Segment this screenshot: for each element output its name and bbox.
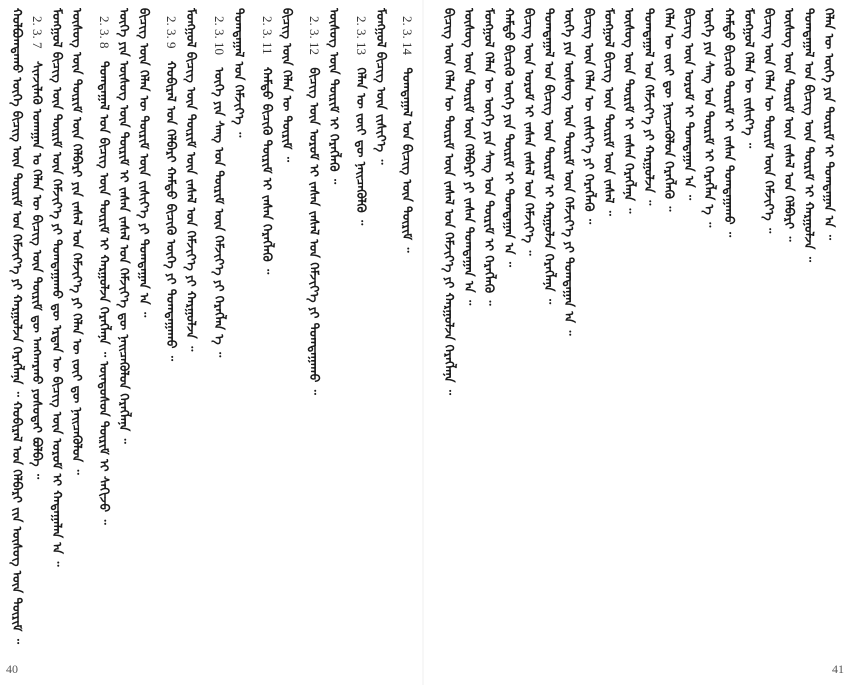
column-text: ᠲᠣᠭᠲᠠᠭᠠᠯ ᠤᠨ ᠪᠢᠴᠢᠭ ᠦᠨ ᠳᠦᠷᠢᠮ ᠢ ᠬᠠᠷᠭᠤᠯᠵᠠ ᠬᠡᠷᠡᠭᠯᠡᠨᠡ ᠃: [542, 8, 557, 305]
column-text: ᠲᠣᠭᠲᠠᠭᠠᠯ ᠤᠨ ᠪᠢᠴᠢᠭ ᠦᠨ ᠳᠦᠷᠢᠮ ᠢ ᠬᠠᠷᠭᠤᠯᠵᠠ ᠃: [802, 8, 817, 262]
right-page-text-column: [620, 8, 638, 653]
right-page-text-column: [820, 8, 838, 653]
column-text: ᠦᠰᠦᠭ ᠦᠨ ᠳᠦᠷᠢᠮ ᠦᠨ ᠵᠠᠰᠠᠯ ᠤᠨ ᠬᠡᠯᠪᠡᠷᠢ ᠃: [782, 8, 797, 242]
column-text: ᠦᠰᠦᠭ ᠦᠨ ᠳᠦᠷᠢᠮ ᠦᠨ ᠬᠡᠯᠪᠡᠷᠢ ᠶᠢ ᠵᠠᠰᠠᠨ ᠲᠣᠭᠲᠠᠭᠠᠨ ᠠ ᠃: [462, 8, 477, 306]
column-text: ᠪᠢᠴᠢᠭ ᠦᠨ ᠬᠡᠯᠡᠨ ᠦ ᠵᠢᠱᠢᠶ᠎ᠡ ᠶᠢ ᠬᠡᠷᠡᠭᠯᠡᠬᠦ ᠃: [582, 8, 597, 225]
column-text: ᠬᠠᠮᠲᠤ ᠪᠢᠴᠢᠬᠦ ᠦᠭᠡ ᠶᠢᠨ ᠳᠦᠷᠢᠮ ᠢ ᠲᠣᠭᠲᠠᠭᠠᠨ ᠠ ᠃: [502, 8, 517, 268]
section-number: 2. 3. 14: [400, 16, 415, 55]
column-text: ᠪᠢᠴᠢᠭ ᠦᠨ ᠬᠡᠯᠡᠨ ᠦ ᠳᠦᠷᠢᠮ ᠦᠨ ᠬᠡᠮᠵᠢᠶ᠎ᠡ ᠃: [762, 8, 777, 234]
column-text: ᠮᠣᠩᠭᠣᠯ ᠪᠢᠴᠢᠭ ᠦᠨ ᠳᠦᠷᠢᠮ ᠦᠨ ᠵᠠᠰᠠᠯ ᠤᠨ ᠬᠡᠮᠵᠢᠶ᠎ᠡ ᠶᠢ ᠬᠠᠷᠭᠤᠯᠵᠠ ᠃: [184, 8, 199, 352]
section-number: 2. 3. 7: [30, 16, 45, 49]
section-number: 2. 3. 10: [212, 16, 227, 55]
column-text: ᠪᠢᠴᠢᠭ ᠦᠨ ᠣᠷᠣᠮ ᠢ ᠵᠠᠰᠠᠨ ᠵᠠᠰᠠᠯ ᠤᠨ ᠬᠡᠮᠵᠢᠶ᠎ᠡ ᠶᠢ ᠲᠣᠭᠲᠠᠭᠠᠬᠤ ᠃: [307, 67, 322, 395]
left-page-text-column: [398, 8, 416, 653]
left-page-text-column: [372, 8, 390, 653]
page-gutter: [422, 0, 424, 685]
column-text: ᠮᠣᠩᠭᠣᠯ ᠪᠢᠴᠢᠭ ᠦᠨ ᠳᠦᠷᠢᠮ ᠦᠨ ᠵᠠᠰᠠᠯ ᠃: [602, 8, 617, 216]
column-text: ᠬᠡᠯᠡᠨ ᠦ ᠦᠭᠡ ᠶᠢᠨ ᠳᠦᠷᠢᠮ ᠢ ᠲᠣᠭᠲᠠᠭᠠᠨ ᠠ ᠃: [822, 8, 837, 240]
section-number: 2. 3. 12: [307, 16, 322, 55]
left-page-text-column: [210, 8, 228, 653]
column-text: ᠰᠢᠨᠵᠢᠯᠡᠬᠦ ᠤᠬᠠᠭᠠᠨ ᠤ ᠬᠡᠯᠡᠨ ᠦ ᠪᠢᠴᠢᠭ ᠦᠨ ᠳᠦᠷᠢᠮ ᠳᠦ ᠠᠩᠬᠠᠷᠬᠤ ᠶᠣᠰᠣᠲᠠᠢ ᠪᠣᠯᠪᠠ ᠃: [30, 61, 45, 480]
left-page-text-column: [230, 8, 248, 653]
section-number: 2. 3. 8: [97, 16, 112, 49]
column-text: ᠮᠣᠩᠭᠣᠯ ᠪᠢᠴᠢᠭ ᠦᠨ ᠵᠢᠱᠢᠶ᠎ᠡ ᠃: [374, 8, 389, 165]
column-text: ᠲᠣᠭᠲᠠᠭᠠᠯ ᠤᠨ ᠪᠢᠴᠢᠭ ᠦᠨ ᠳᠦᠷᠢᠮ ᠢ ᠬᠠᠷᠭᠤᠯᠵᠠ ᠬᠡᠷᠡᠭᠯᠡᠨᠡ ᠃ ᠦᠨᠳᠦᠰᠦᠨ ᠳᠦᠷᠢᠮ ᠢ ᠰᠠᠬᠢᠵᠤ ᠃: [97, 61, 112, 525]
left-page-text-column: [325, 8, 343, 653]
column-text: ᠦᠭᠡ ᠶᠢᠨ ᠦᠰᠦᠭ ᠦᠨ ᠳᠦᠷᠢᠮ ᠢ ᠵᠠᠰᠠᠨ ᠵᠠᠰᠠᠯ ᠤᠨ ᠬᠡᠮᠵᠢᠶ᠎ᠡ ᠳᠦ ᠨᠡᠢᠴᠡᠭᠦᠯᠦᠨ ᠬᠡᠷᠡᠭᠯᠡᠨᠡ ᠃: [117, 8, 132, 444]
column-text: ᠪᠢᠴᠢᠭ ᠦᠨ ᠬᠡᠯᠡᠨ ᠦ ᠳᠦᠷᠢᠮ ᠦᠨ ᠵᠢᠱᠢᠶ᠎ᠡ ᠶᠢ ᠲᠣᠭᠲᠠᠭᠠᠨ ᠠ ᠃: [137, 8, 152, 318]
left-page-text-column: [352, 8, 370, 653]
column-text: ᠪᠢᠴᠢᠭ ᠦᠨ ᠬᠡᠯᠡᠨ ᠦ ᠳᠦᠷᠢᠮ ᠦᠨ ᠵᠠᠰᠠᠯ ᠤᠨ ᠬᠡᠮᠵᠢᠶ᠎ᠡ ᠶᠢ ᠬᠠᠷᠭᠤᠯᠵᠠ ᠬᠡᠷᠡᠭᠯᠡᠨᠡ ᠃: [442, 8, 457, 396]
column-text: ᠪᠢᠴᠢᠭ ᠦᠨ ᠬᠡᠯᠡᠨ ᠦ ᠳᠦᠷᠢᠮ ᠃: [280, 8, 295, 163]
left-page-text-column: [305, 8, 323, 653]
column-text: ᠦᠰᠦᠭ ᠦᠨ ᠳᠦᠷᠢᠮ ᠢ ᠵᠠᠰᠠᠨ ᠬᠡᠷᠡᠭᠯᠡᠨᠡ ᠃: [622, 8, 637, 214]
column-text: ᠦᠭᠡ ᠶᠢᠨ ᠰᠠᠩ ᠤᠨ ᠳᠦᠷᠢᠮ ᠦᠨ ᠬᠡᠮᠵᠢᠶ᠎ᠡ ᠶᠢ ᠬᠡᠷᠡᠭᠯᠡᠨ ᠡ ᠃: [212, 67, 227, 358]
column-text: ᠬᠤᠪᠢᠷᠠᠯ ᠤᠨ ᠬᠡᠯᠪᠡᠷᠢ ᠬᠠᠮᠲᠤ ᠪᠢᠴᠢᠬᠦ ᠦᠭᠡ ᠶᠢ ᠲᠣᠭᠲᠠᠭᠠᠬᠤ ᠃: [164, 61, 179, 362]
left-page-text-column: [182, 8, 200, 653]
right-page-text-column: [680, 8, 698, 653]
right-page-text-column: [760, 8, 778, 653]
column-text: ᠲᠣᠭᠲᠠᠭᠠᠯ ᠤᠨ ᠪᠢᠴᠢᠭ ᠦᠨ ᠳᠦᠷᠢᠮ ᠃: [400, 67, 415, 253]
column-text: ᠪᠢᠴᠢᠭ ᠦᠨ ᠣᠷᠣᠮ ᠢ ᠲᠣᠭᠲᠠᠭᠠᠨ ᠠ ᠃: [682, 8, 697, 201]
column-text: ᠪᠢᠴᠢᠭ ᠦᠨ ᠣᠷᠣᠮ ᠢ ᠵᠠᠰᠠᠨ ᠵᠠᠰᠠᠯ ᠤᠨ ᠬᠡᠮᠵᠢᠶ᠎ᠡ ᠃: [522, 8, 537, 256]
left-page-text-column: [48, 8, 66, 653]
right-page-text-column: [480, 8, 498, 653]
column-text: ᠦᠭᠡ ᠶᠢᠨ ᠦᠰᠦᠭ ᠦᠨ ᠳᠦᠷᠢᠮ ᠦᠨ ᠬᠡᠮᠵᠢᠶ᠎ᠡ ᠶᠢ ᠲᠣᠭᠲᠠᠭᠠᠨ ᠠ ᠃: [562, 8, 577, 336]
right-page-text-column: [780, 8, 798, 653]
left-page-text-column: [68, 8, 86, 653]
column-text: ᠬᠡᠯᠡᠨ ᠦ ᠵᠦᠢ ᠳᠦ ᠨᠡᠢᠴᠡᠭᠦᠯᠬᠦ ᠃: [354, 67, 369, 226]
section-number: 2. 3. 9: [164, 16, 179, 49]
right-page-text-column: [700, 8, 718, 653]
column-text: ᠮᠣᠩᠭᠣᠯ ᠬᠡᠯᠡᠨ ᠦ ᠦᠭᠡ ᠶᠢᠨ ᠰᠠᠩ ᠤᠨ ᠳᠦᠷᠢᠮ ᠢ ᠬᠡᠷᠡᠭᠯᠡᠬᠦ ᠃: [482, 8, 497, 306]
column-text: ᠦᠰᠦᠭ ᠦᠨ ᠳᠦᠷᠢᠮ ᠦᠨ ᠬᠡᠯᠪᠡᠷᠢ ᠶᠢᠨ ᠵᠠᠰᠠᠯ ᠤᠨ ᠬᠡᠮᠵᠢᠶ᠎ᠡ ᠶᠢ ᠬᠡᠯᠡᠨ ᠦ ᠵᠦᠢ ᠳᠦ ᠨᠡᠢᠴᠡᠭᠦᠯᠦᠨ ᠃: [70, 8, 85, 475]
right-page-text-column: [540, 8, 558, 653]
column-text: ᠦᠰᠦᠭ ᠦᠨ ᠳᠦᠷᠢᠮ ᠢ ᠬᠡᠷᠡᠭᠯᠡᠬᠦ ᠃: [327, 8, 342, 185]
left-page-text-column: [95, 8, 113, 653]
column-text: ᠲᠣᠭᠲᠠᠭᠠᠯ ᠤᠨ ᠬᠡᠮᠵᠢᠶ᠎ᠡ ᠶᠢ ᠬᠠᠷᠭᠤᠯᠵᠠ ᠃: [642, 8, 657, 206]
right-page-text-column: [460, 8, 478, 653]
section-number: 2. 3. 11: [260, 16, 275, 55]
column-text: ᠬᠣᠯᠪᠣᠭᠳᠠᠬᠤ ᠦᠭᠡ ᠪᠢᠴᠢᠭ ᠦᠨ ᠳᠦᠷᠢᠮ ᠤᠨ ᠬᠡᠮᠵᠢᠶ᠎ᠡ ᠶᠢ ᠬᠠᠷᠭᠤᠯᠵᠠ ᠬᠡᠷᠡᠭᠯᠡᠨᠡ ᠃ ᠬᠤᠪᠢᠷᠠᠯ ᠤᠨ ᠬᠡᠯᠪᠡᠷᠢ ᠵᠢᠨ ᠦᠰᠦᠭ ᠦᠨ ᠳᠦᠷᠢᠮ ᠃: [10, 8, 25, 644]
right-page-text-column: [640, 8, 658, 653]
right-page-number: 41: [832, 662, 844, 676]
right-page-text-column: [520, 8, 538, 653]
section-number: 2. 3. 13: [354, 16, 369, 55]
column-text: ᠬᠡᠯᠡᠨ ᠦ ᠵᠦᠢ ᠳᠦ ᠨᠡᠢᠴᠡᠭᠦᠯᠦᠨ ᠬᠡᠷᠡᠭᠯᠡᠬᠦ ᠃: [662, 8, 677, 212]
right-page-text-column: [660, 8, 678, 653]
right-page-text-column: [600, 8, 618, 653]
column-text: ᠬᠠᠮᠲᠤ ᠪᠢᠴᠢᠬᠦ ᠳᠦᠷᠢᠮ ᠢ ᠵᠠᠰᠠᠨ ᠬᠡᠷᠡᠭᠯᠡᠬᠦ ᠃: [260, 67, 275, 275]
right-page-text-column: [560, 8, 578, 653]
right-page-text-column: [500, 8, 518, 653]
left-page-text-column: [278, 8, 296, 653]
left-page-text-column: [8, 8, 26, 653]
column-text: ᠲᠣᠭᠲᠠᠭᠠᠯ ᠤᠨ ᠬᠡᠮᠵᠢᠶ᠎ᠡ ᠃: [232, 8, 247, 138]
column-text: ᠮᠣᠩᠭᠣᠯ ᠬᠡᠯᠡᠨ ᠦ ᠵᠢᠱᠢᠶ᠎ᠡ ᠃: [742, 8, 757, 149]
column-text: ᠮᠣᠩᠭᠣᠯ ᠪᠢᠴᠢᠭ ᠦᠨ ᠳᠦᠷᠢᠮ ᠦᠨ ᠬᠡᠮᠵᠢᠶ᠎ᠡ ᠶᠢ ᠲᠣᠭᠲᠠᠭᠠᠬᠤ ᠳᠦ ᠡᠷᠲᠡᠨ ᠦ ᠪᠢᠴᠢᠭ ᠦᠨ ᠣᠷᠣᠮ ᠢ ᠬᠠᠳᠠᠭᠠᠯᠠᠨ ᠠ ᠃: [50, 8, 65, 567]
right-page-text-column: [720, 8, 738, 653]
left-page-text-column: [115, 8, 133, 653]
right-page-text-column: [740, 8, 758, 653]
left-page-number: 40: [6, 662, 18, 676]
left-page-text-column: [258, 8, 276, 653]
column-text: ᠦᠭᠡ ᠶᠢᠨ ᠰᠠᠩ ᠤᠨ ᠳᠦᠷᠢᠮ ᠢ ᠬᠡᠷᠡᠭᠯᠡᠨ ᠡ ᠃: [702, 8, 717, 228]
right-page-text-column: [800, 8, 818, 653]
column-text: ᠬᠠᠮᠲᠤ ᠪᠢᠴᠢᠬᠦ ᠳᠦᠷᠢᠮ ᠢ ᠵᠠᠰᠠᠨ ᠲᠣᠭᠲᠠᠭᠠᠬᠤ ᠃: [722, 8, 737, 238]
right-page-text-column: [440, 8, 458, 653]
left-page-text-column: [135, 8, 153, 653]
right-page-text-column: [580, 8, 598, 653]
left-page-text-column: [28, 8, 46, 653]
left-page-text-column: [162, 8, 180, 653]
